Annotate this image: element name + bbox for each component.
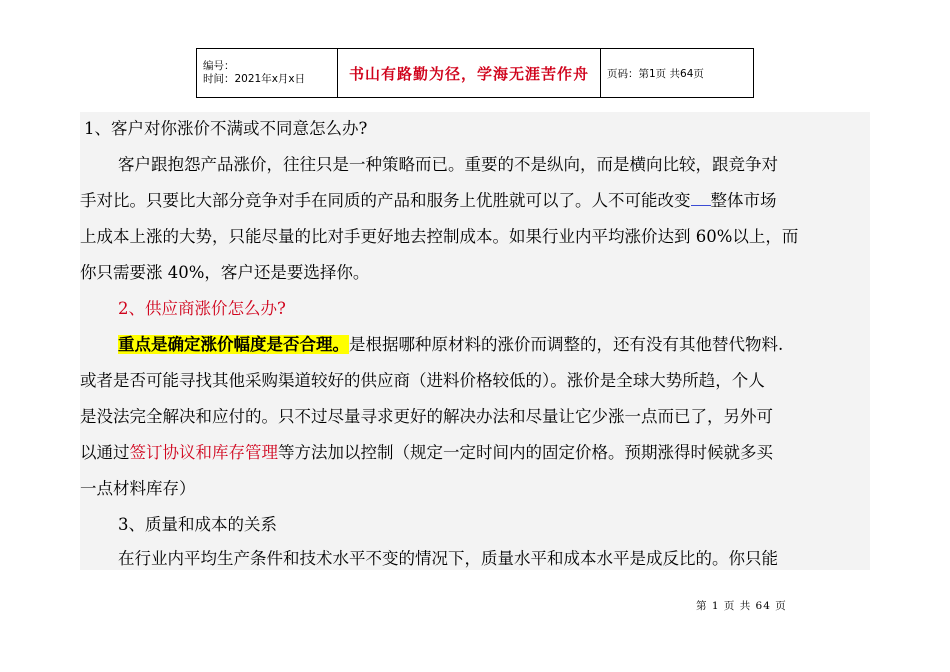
red-emphasis-text: 签订协议和库存管理 bbox=[129, 443, 278, 462]
document-body bbox=[80, 112, 870, 570]
section2-line4 bbox=[80, 438, 773, 468]
section1-line4: 你只需要涨 40%，客户还是要选择你。 bbox=[80, 263, 370, 282]
section2-line4-end: 等方法加以控制（规定一定时间内的固定价格。预期涨得时候就多买 bbox=[278, 443, 773, 462]
highlighted-key-point: 重点是确定涨价幅度是否合理。 bbox=[118, 335, 349, 354]
section2-line1-rest: 是根据哪种原材料的涨价而调整的，还有没有其他替代物料. bbox=[349, 335, 784, 354]
section2-line4-start: 以通过 bbox=[80, 443, 130, 462]
section1-line3: 上成本上涨的大势，只能尽量的比对手更好地去控制成本。如果行业内平均涨价达到 60%以上，而 bbox=[80, 227, 799, 246]
section2-line5: 一点材料库存） bbox=[80, 479, 196, 498]
section3-line1: 在行业内平均生产条件和技术水平不变的情况下，质量水平和成本水平是成反比的。你只能 bbox=[118, 549, 778, 568]
section1-line2-text: 手对比。只要比大部分竞争对手在同质的产品和服务上优胜就可以了。人不可能改变 bbox=[80, 191, 691, 210]
section1-line1: 客户跟抱怨产品涨价，往往只是一种策略而已。重要的不是纵向，而是横向比较，跟竞争对 bbox=[118, 155, 778, 174]
header-meta-cell bbox=[197, 49, 338, 98]
section3-heading: 3、质量和成本的关系 bbox=[118, 515, 277, 534]
section1-line2-end: 整体市场 bbox=[710, 191, 777, 210]
header-page-label: 页码：第1页 共64页 bbox=[601, 49, 754, 98]
time-label: 时间：2021年x月x日 bbox=[203, 73, 306, 85]
number-label: 编号： bbox=[203, 60, 235, 72]
header-table bbox=[196, 48, 754, 98]
page-footer: 第 1 页 共 64 页 bbox=[696, 600, 787, 612]
section2-line3: 是没法完全解决和应付的。只不过尽量寻求更好的解决办法和尽量让它少涨一点而已了，另外可 bbox=[80, 407, 773, 426]
section1-line2 bbox=[80, 186, 777, 216]
header-motto: 书山有路勤为径，学海无涯苦作舟 bbox=[338, 49, 601, 98]
section2-heading: 2、供应商涨价怎么办? bbox=[118, 299, 286, 318]
section2-line1 bbox=[118, 330, 783, 360]
section1-heading: 1、客户对你涨价不满或不同意怎么办? bbox=[84, 119, 368, 138]
blank-underline bbox=[691, 191, 711, 206]
section2-line2: 或者是否可能寻找其他采购渠道较好的供应商（进料价格较低的）。涨价是全球大势所趋，个人 bbox=[80, 371, 765, 390]
